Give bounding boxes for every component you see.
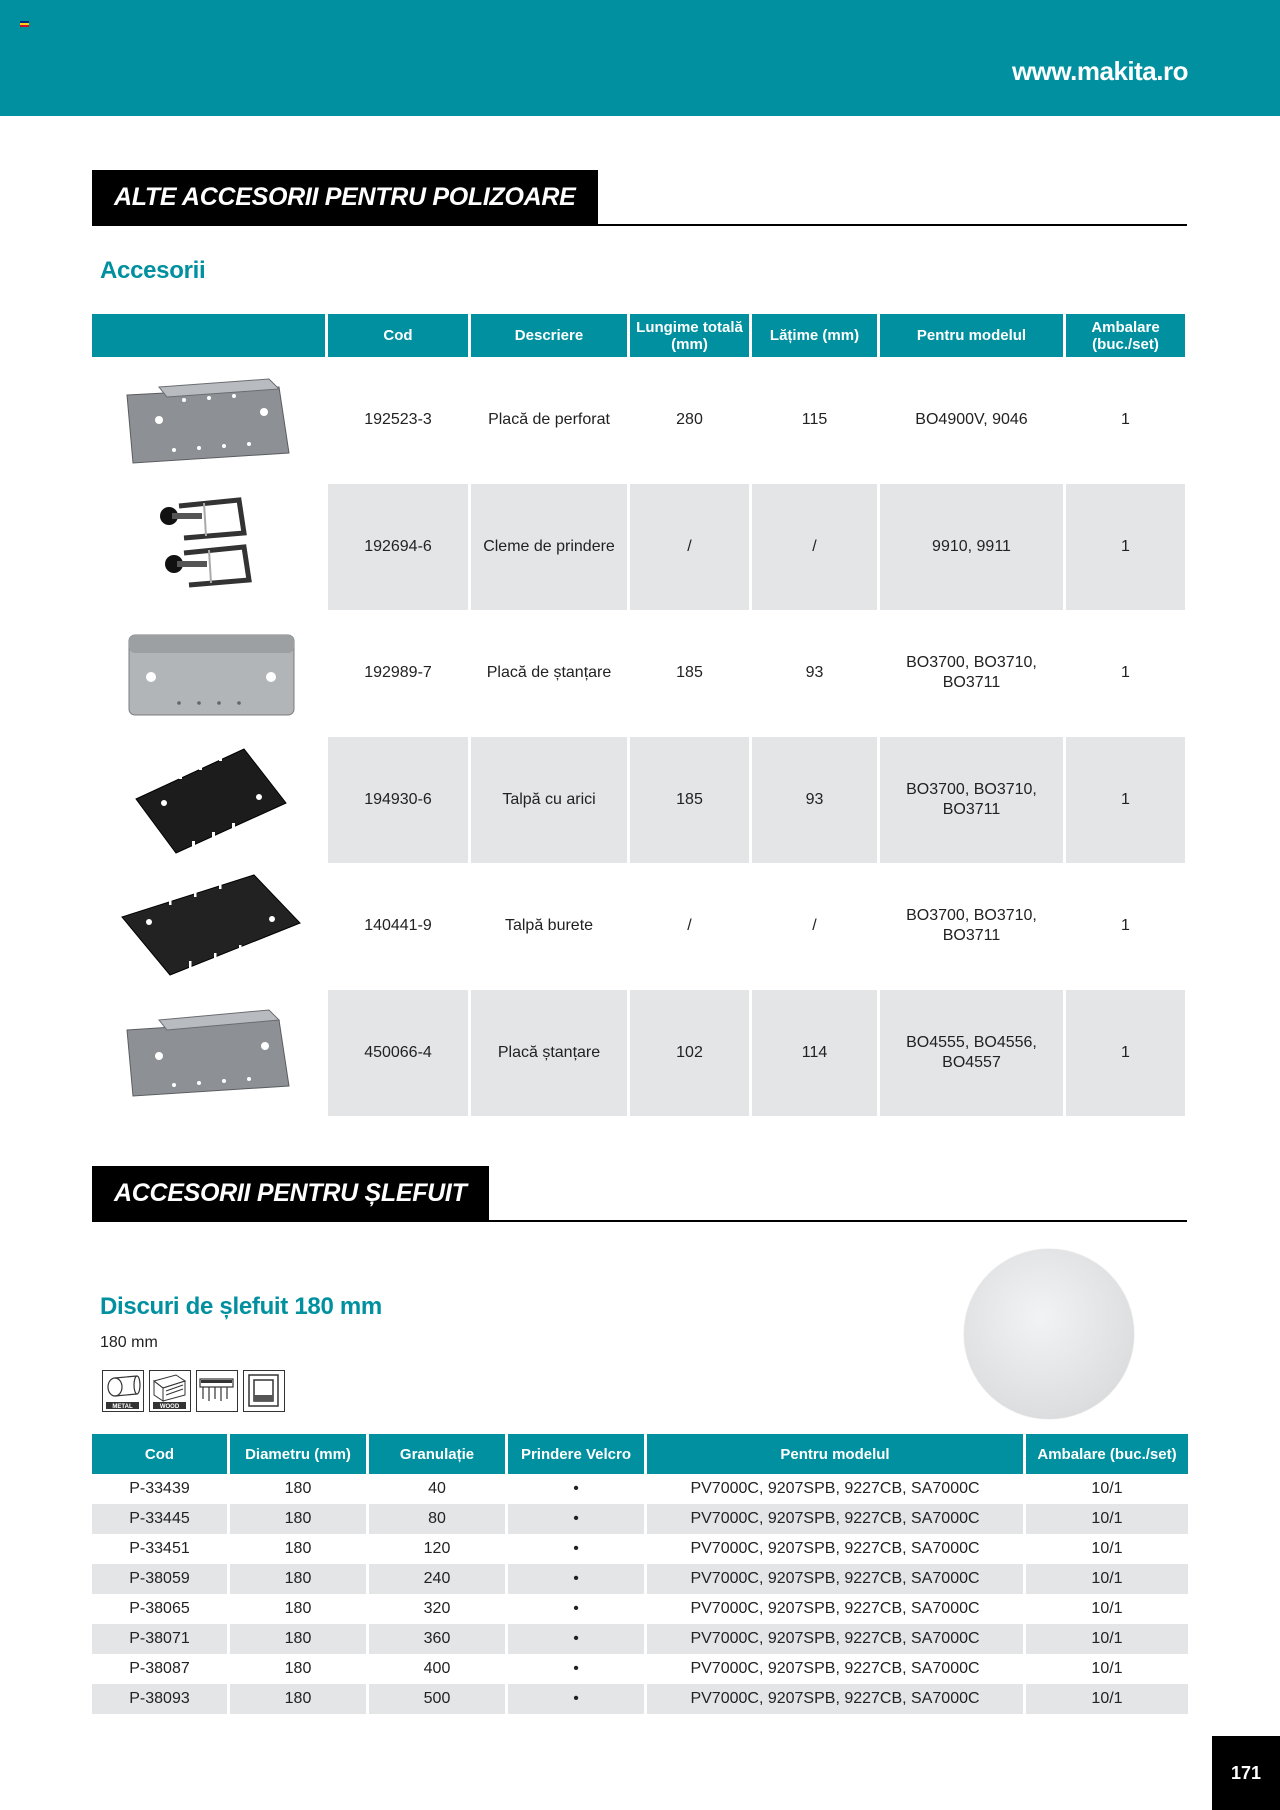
cell-velcro: •: [508, 1684, 644, 1714]
cell-latime: /: [812, 917, 817, 935]
table-row: [92, 990, 1187, 1117]
cell-ambalare: 1: [1066, 737, 1185, 864]
cell-velcro: •: [508, 1504, 644, 1534]
cell-cod: P-33439: [129, 1480, 190, 1497]
section-title-accessories: ALTE ACCESORII PENTRU POLIZOARE: [92, 170, 598, 225]
col-header-latime: Lățime (mm): [752, 314, 877, 357]
cell-lungime: /: [630, 484, 749, 611]
page-number: 171: [1212, 1736, 1280, 1810]
cell-cod: P-33451: [129, 1540, 190, 1557]
col-header-diametru: Diametru (mm): [230, 1434, 366, 1474]
table-row: [92, 357, 1187, 484]
cell-diametru: 180: [230, 1504, 366, 1534]
cell-model: BO3700, BO3710, BO3711: [906, 907, 1037, 945]
table-row: [92, 1534, 1188, 1564]
col-header-cod: Cod: [328, 314, 468, 357]
perforated-plate-icon: [92, 357, 325, 484]
cell-model: PV7000C, 9207SPB, 9227CB, SA7000C: [690, 1660, 980, 1677]
surface-icon: [196, 1370, 238, 1412]
cell-descriere: Talpă burete: [504, 917, 594, 935]
cell-lungime: 185: [630, 737, 749, 864]
cell-model: PV7000C, 9207SPB, 9227CB, SA7000C: [647, 1504, 1023, 1534]
cell-ambalare: 10/1: [1091, 1660, 1123, 1677]
cell-diametru: 180: [284, 1600, 312, 1617]
cell-descriere: Placă de ștanțare: [486, 664, 612, 682]
table-row: [92, 1594, 1188, 1624]
cell-ambalare: 10/1: [1091, 1480, 1123, 1497]
material-icons: [102, 1370, 285, 1412]
cell-ambalare: 1: [1066, 484, 1185, 611]
col-header-lungime: Lungime totală (mm): [630, 314, 749, 357]
cell-model: PV7000C, 9207SPB, 9227CB, SA7000C: [647, 1684, 1023, 1714]
table-row: [92, 1474, 1188, 1504]
frame-icon: [243, 1370, 285, 1412]
cell-model: PV7000C, 9207SPB, 9227CB, SA7000C: [647, 1564, 1023, 1594]
cell-cod: P-38071: [92, 1624, 227, 1654]
cell-ambalare: 1: [1121, 664, 1130, 682]
clamps-icon: [92, 484, 325, 611]
cell-velcro: •: [573, 1540, 579, 1557]
cell-descriere: Cleme de prindere: [471, 484, 627, 611]
cell-ambalare: 1: [1066, 990, 1185, 1117]
cell-model: BO4555, BO4556, BO4557: [880, 990, 1063, 1117]
sanding-discs-table: [92, 1434, 1188, 1714]
col-header-descriere: Descriere: [471, 314, 627, 357]
cell-model: PV7000C, 9207SPB, 9227CB, SA7000C: [690, 1540, 980, 1557]
punch-plate-icon: [92, 610, 325, 737]
table-row: [92, 610, 1187, 737]
cell-velcro: •: [508, 1564, 644, 1594]
col-header-velcro: Prindere Velcro: [508, 1434, 644, 1474]
section-divider: [92, 1220, 1187, 1222]
table-header: [92, 314, 1187, 357]
table-row: [92, 484, 1187, 611]
table-row: [92, 1654, 1188, 1684]
cell-model: BO3700, BO3710, BO3711: [880, 737, 1063, 864]
cell-cod: P-38087: [129, 1660, 190, 1677]
cell-cod: 192989-7: [364, 664, 432, 682]
cell-diametru: 180: [284, 1660, 312, 1677]
cell-cod: 194930-6: [328, 737, 468, 864]
cell-model: 9910, 9911: [880, 484, 1063, 611]
cell-diametru: 180: [284, 1540, 312, 1557]
sanding-disc-image: [964, 1249, 1134, 1419]
cell-descriere: Placă ștanțare: [471, 990, 627, 1117]
cell-velcro: •: [573, 1600, 579, 1617]
cell-granulatie: 360: [369, 1624, 505, 1654]
table-row: [92, 1624, 1188, 1654]
table-row: [92, 1564, 1188, 1594]
cell-ambalare: 10/1: [1091, 1540, 1123, 1557]
metal-icon: [102, 1370, 144, 1412]
cell-cod: P-38059: [92, 1564, 227, 1594]
col-header-granulatie: Granulație: [369, 1434, 505, 1474]
sponge-pad-icon: [92, 863, 325, 990]
wood-icon-label: WOOD: [159, 1404, 180, 1410]
cell-ambalare: 1: [1121, 917, 1130, 935]
cell-descriere: Placă de perforat: [488, 411, 610, 429]
accessories-table: [92, 314, 1187, 1116]
cell-granulatie: 80: [369, 1504, 505, 1534]
cell-velcro: •: [508, 1624, 644, 1654]
cell-granulatie: 400: [423, 1660, 451, 1677]
subsection-title-accessories: Accesorii: [100, 257, 206, 284]
cell-granulatie: 320: [423, 1600, 451, 1617]
cell-model: PV7000C, 9207SPB, 9227CB, SA7000C: [690, 1480, 980, 1497]
cell-granulatie: 120: [423, 1540, 451, 1557]
metal-icon-label: METAL: [112, 1404, 133, 1410]
cell-cod: P-38093: [92, 1684, 227, 1714]
col-header-model: Pentru modelul: [647, 1434, 1023, 1474]
cell-cod: 192523-3: [364, 411, 432, 429]
website-link[interactable]: www.makita.ro: [1011, 56, 1188, 86]
table-row: [92, 1684, 1188, 1714]
subsection-title-discs: Discuri de șlefuit 180 mm: [100, 1293, 382, 1320]
cell-lungime: 185: [676, 664, 703, 682]
cell-ambalare: 10/1: [1026, 1624, 1188, 1654]
cell-velcro: •: [573, 1480, 579, 1497]
table-row: [92, 1504, 1188, 1534]
cell-model: PV7000C, 9207SPB, 9227CB, SA7000C: [647, 1624, 1023, 1654]
disc-size-note: 180 mm: [100, 1334, 158, 1351]
cell-ambalare: 10/1: [1026, 1564, 1188, 1594]
cell-cod: 450066-4: [328, 990, 468, 1117]
table-header: [92, 1434, 1188, 1474]
cell-diametru: 180: [230, 1684, 366, 1714]
cell-ambalare: 10/1: [1026, 1504, 1188, 1534]
cell-model: PV7000C, 9207SPB, 9227CB, SA7000C: [690, 1600, 980, 1617]
col-header-image: [92, 314, 325, 357]
punch-plate-icon: [92, 990, 325, 1117]
section-title-sanding: ACCESORII PENTRU ȘLEFUIT: [92, 1166, 489, 1221]
cell-model: BO3700, BO3710, BO3711: [906, 654, 1037, 692]
cell-latime: 114: [752, 990, 877, 1117]
section-divider: [92, 224, 1187, 226]
cell-descriere: Talpă cu arici: [471, 737, 627, 864]
page-header: [0, 0, 1280, 116]
romania-flag-icon: [20, 21, 29, 27]
cell-cod: P-33445: [92, 1504, 227, 1534]
cell-cod: 192694-6: [328, 484, 468, 611]
col-header-cod: Cod: [92, 1434, 227, 1474]
cell-model: BO4900V, 9046: [915, 411, 1028, 429]
cell-latime: 93: [752, 737, 877, 864]
cell-latime: 115: [801, 411, 828, 429]
table-row: [92, 737, 1187, 864]
cell-diametru: 180: [230, 1624, 366, 1654]
cell-granulatie: 240: [369, 1564, 505, 1594]
col-header-ambalare: Ambalare (buc./set): [1066, 314, 1185, 357]
cell-ambalare: 10/1: [1026, 1684, 1188, 1714]
cell-granulatie: 40: [428, 1480, 446, 1497]
cell-latime: /: [752, 484, 877, 611]
cell-lungime: /: [687, 917, 692, 935]
cell-cod: P-38065: [129, 1600, 190, 1617]
col-header-model: Pentru modelul: [880, 314, 1063, 357]
cell-ambalare: 10/1: [1091, 1600, 1123, 1617]
cell-ambalare: 1: [1121, 411, 1130, 429]
cell-granulatie: 500: [369, 1684, 505, 1714]
table-row: [92, 863, 1187, 990]
hook-pad-icon: [92, 737, 325, 864]
cell-lungime: 280: [676, 411, 703, 429]
cell-diametru: 180: [284, 1480, 312, 1497]
cell-lungime: 102: [630, 990, 749, 1117]
cell-diametru: 180: [230, 1564, 366, 1594]
cell-velcro: •: [573, 1660, 579, 1677]
cell-latime: 93: [805, 664, 824, 682]
cell-cod: 140441-9: [364, 917, 432, 935]
col-header-ambalare: Ambalare (buc./set): [1026, 1434, 1188, 1474]
wood-icon: [149, 1370, 191, 1412]
